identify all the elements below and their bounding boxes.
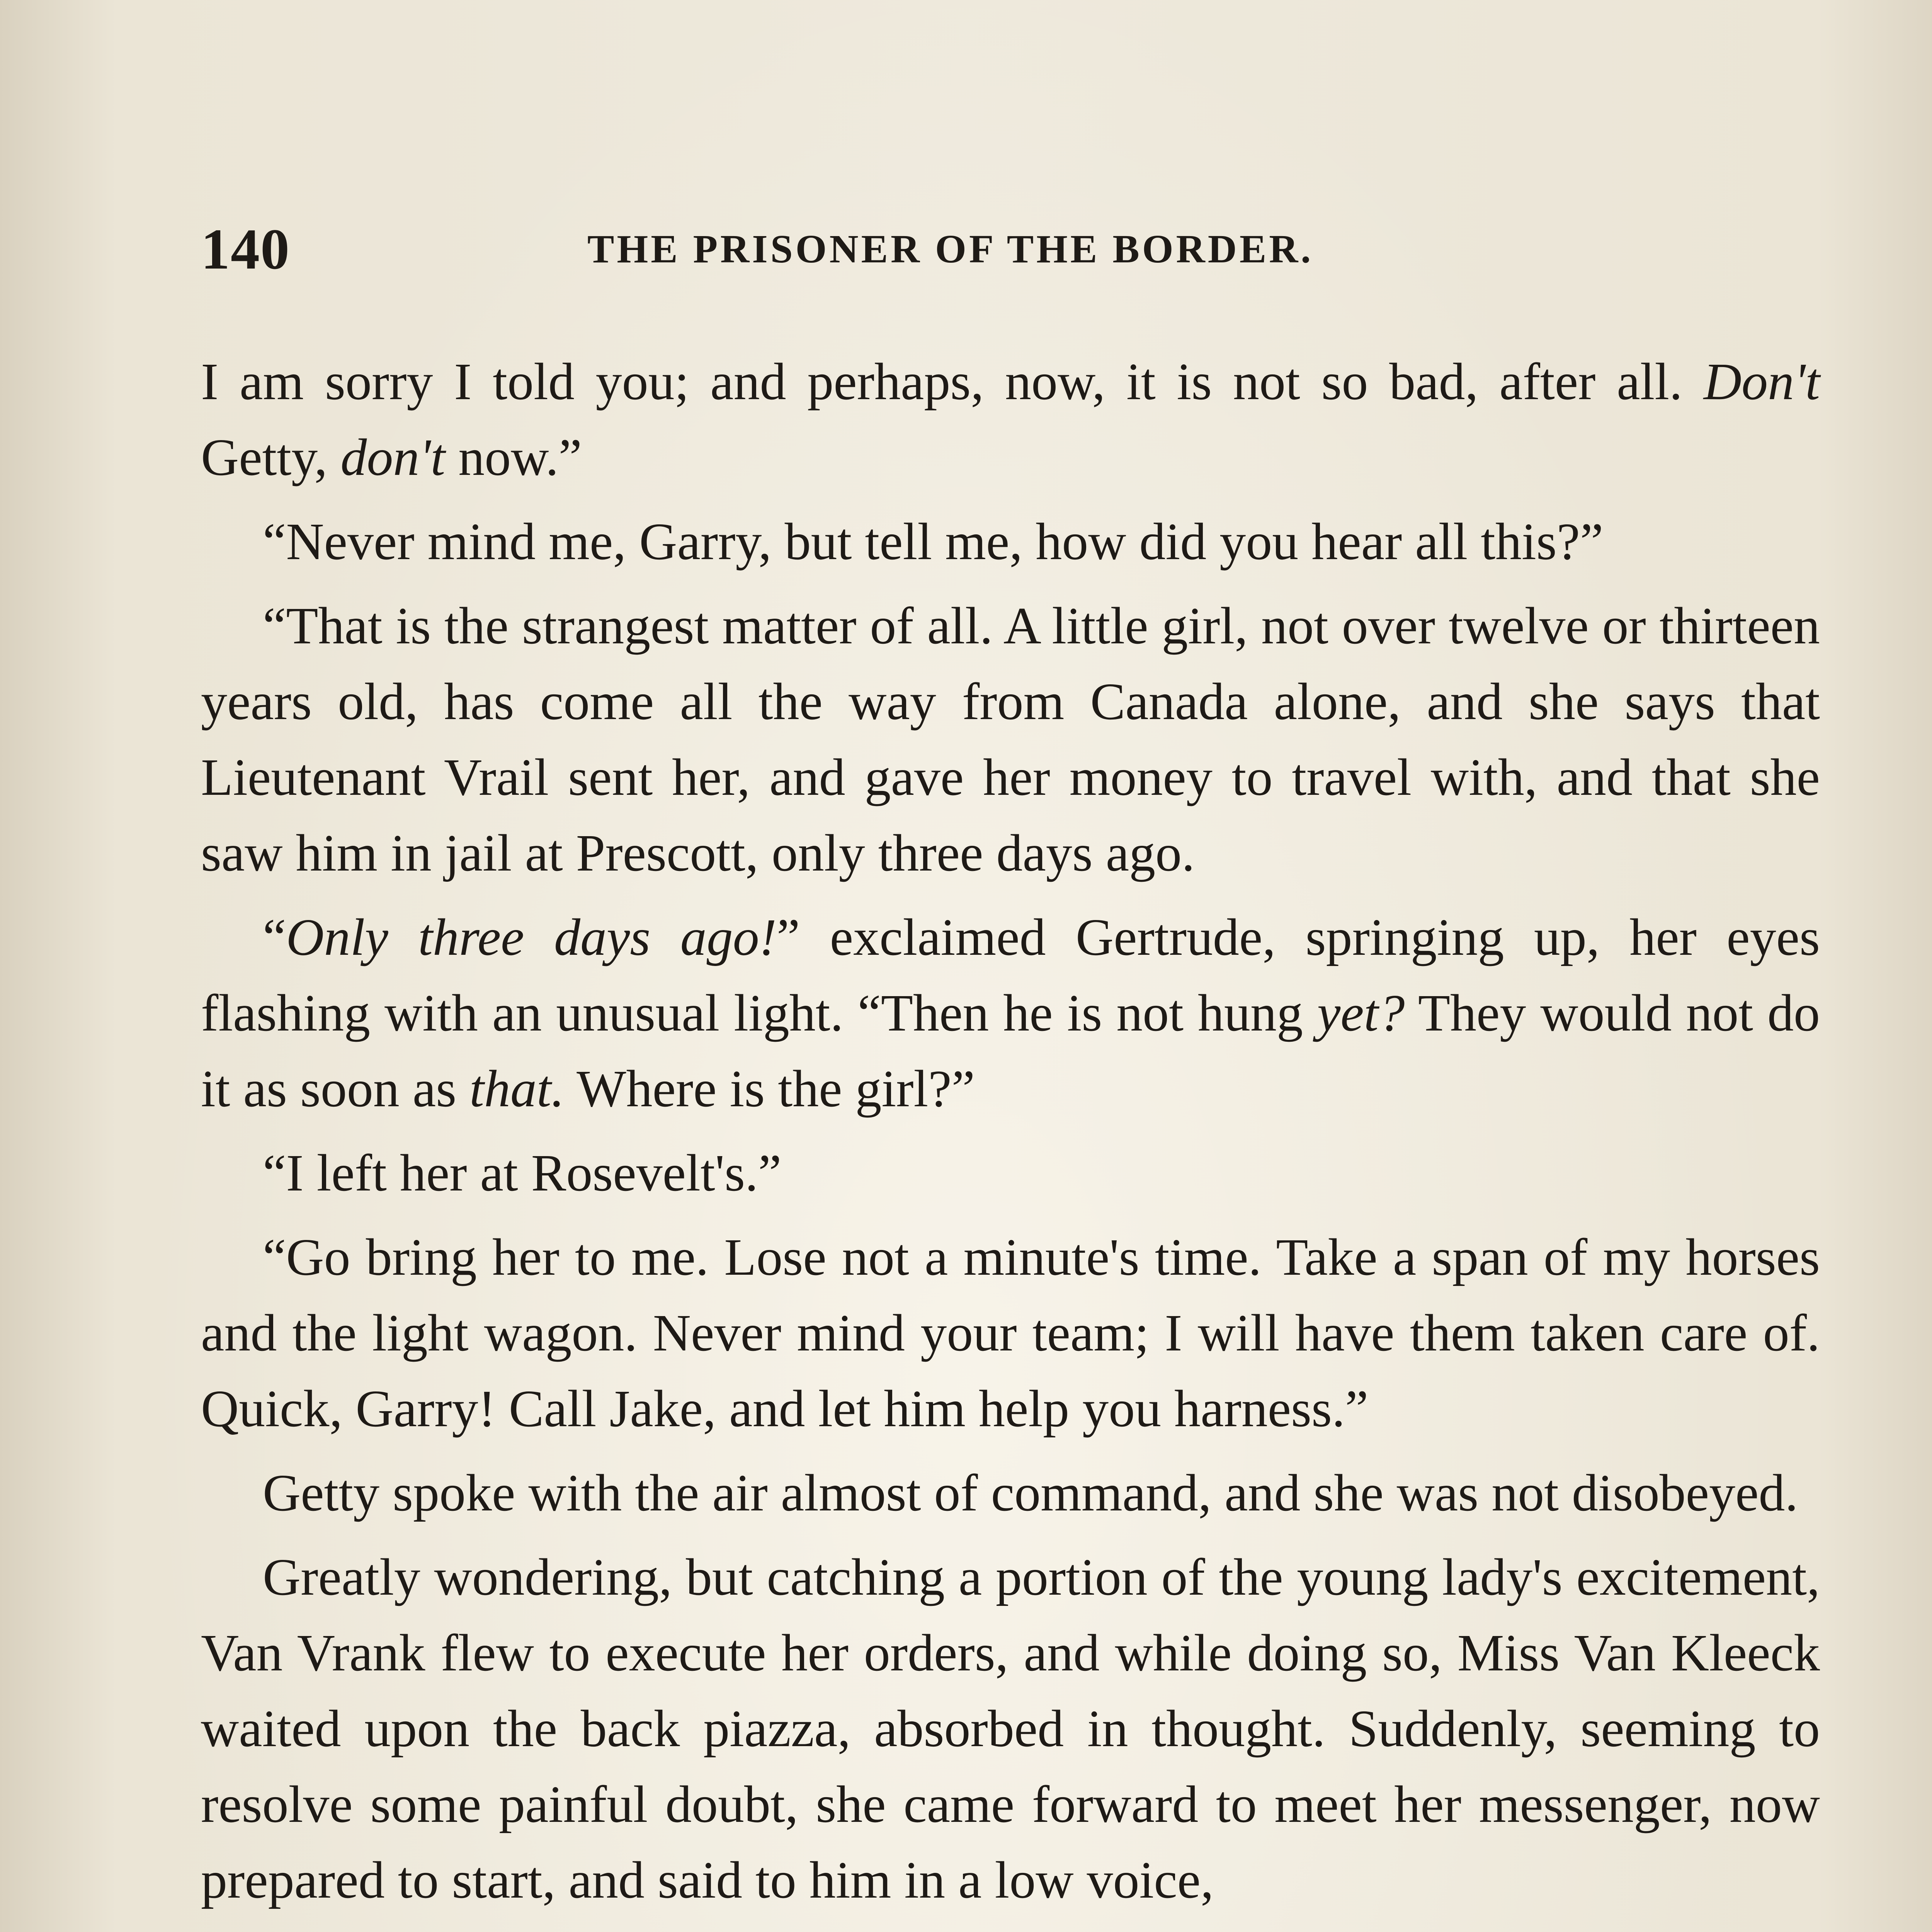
text-run: I am sorry I told you; and perhaps, now, it is not so bad, after all. [201, 353, 1704, 411]
text-run: Getty, [201, 429, 341, 486]
paragraph [201, 504, 1820, 580]
paragraph [201, 1135, 1820, 1211]
text-run: ” exclaimed Gertrude, springing up, her eyes flashing with an unusual light. “Then he is not hung [201, 908, 1820, 1042]
text-run: Greatly wondering, but catching a portion of the young lady's excitement, Van Vrank flew to execute her orders, and while doing so, Miss Van Kleeck waited upon the back piazza, absorbed in thought. Suddenly, seeming to resolve some painful doubt, she came forward to meet her messenger, now prepared to start, and said to him in a low voice, [201, 1548, 1820, 1909]
text-run: “I left her at Rosevelt's.” [263, 1144, 782, 1202]
page-number: 140 [201, 217, 290, 281]
page-header [201, 211, 1820, 288]
running-head: THE PRISONER OF THE BORDER. [587, 227, 1314, 271]
italic-text: that. [469, 1060, 565, 1118]
italic-text: don't [340, 429, 446, 486]
text-run: “Go bring her to me. Lose not a minute's time. Take a span of my horses and the light wagon. Never mind your team; I will have them taken care of. Quick, Garry! Call Jake, and let him help you harness.” [201, 1228, 1820, 1438]
paragraph [201, 900, 1820, 1127]
text-run: “Never mind me, Garry, but tell me, how did you hear all this?” [263, 513, 1604, 571]
text-run: now.” [445, 429, 582, 486]
italic-text: Only three days ago! [286, 908, 777, 966]
paragraph [201, 1539, 1820, 1918]
text-run: “That is the strangest matter of all. A little girl, not over twelve or thirteen years old, has come all the way from Canada alone, and she says that Lieutenant Vrail sent her, and gave her money to travel with, and that she saw him in jail at Prescott, only three days ago. [201, 597, 1820, 882]
italic-text: Don't [1703, 353, 1820, 411]
text-run: Where is the girl?” [564, 1060, 975, 1118]
paragraph [201, 1455, 1820, 1531]
text-run: They would not do it as soon as [201, 984, 1820, 1118]
paragraph [201, 1219, 1820, 1447]
italic-text: yet? [1317, 984, 1405, 1042]
body-text [201, 344, 1820, 1932]
text-run: Getty spoke with the air almost of command, and she was not disobeyed. [263, 1464, 1798, 1522]
text-run: “ [263, 908, 286, 966]
paragraph [201, 1927, 1820, 1932]
paragraph [201, 344, 1820, 495]
paragraph [201, 588, 1820, 891]
